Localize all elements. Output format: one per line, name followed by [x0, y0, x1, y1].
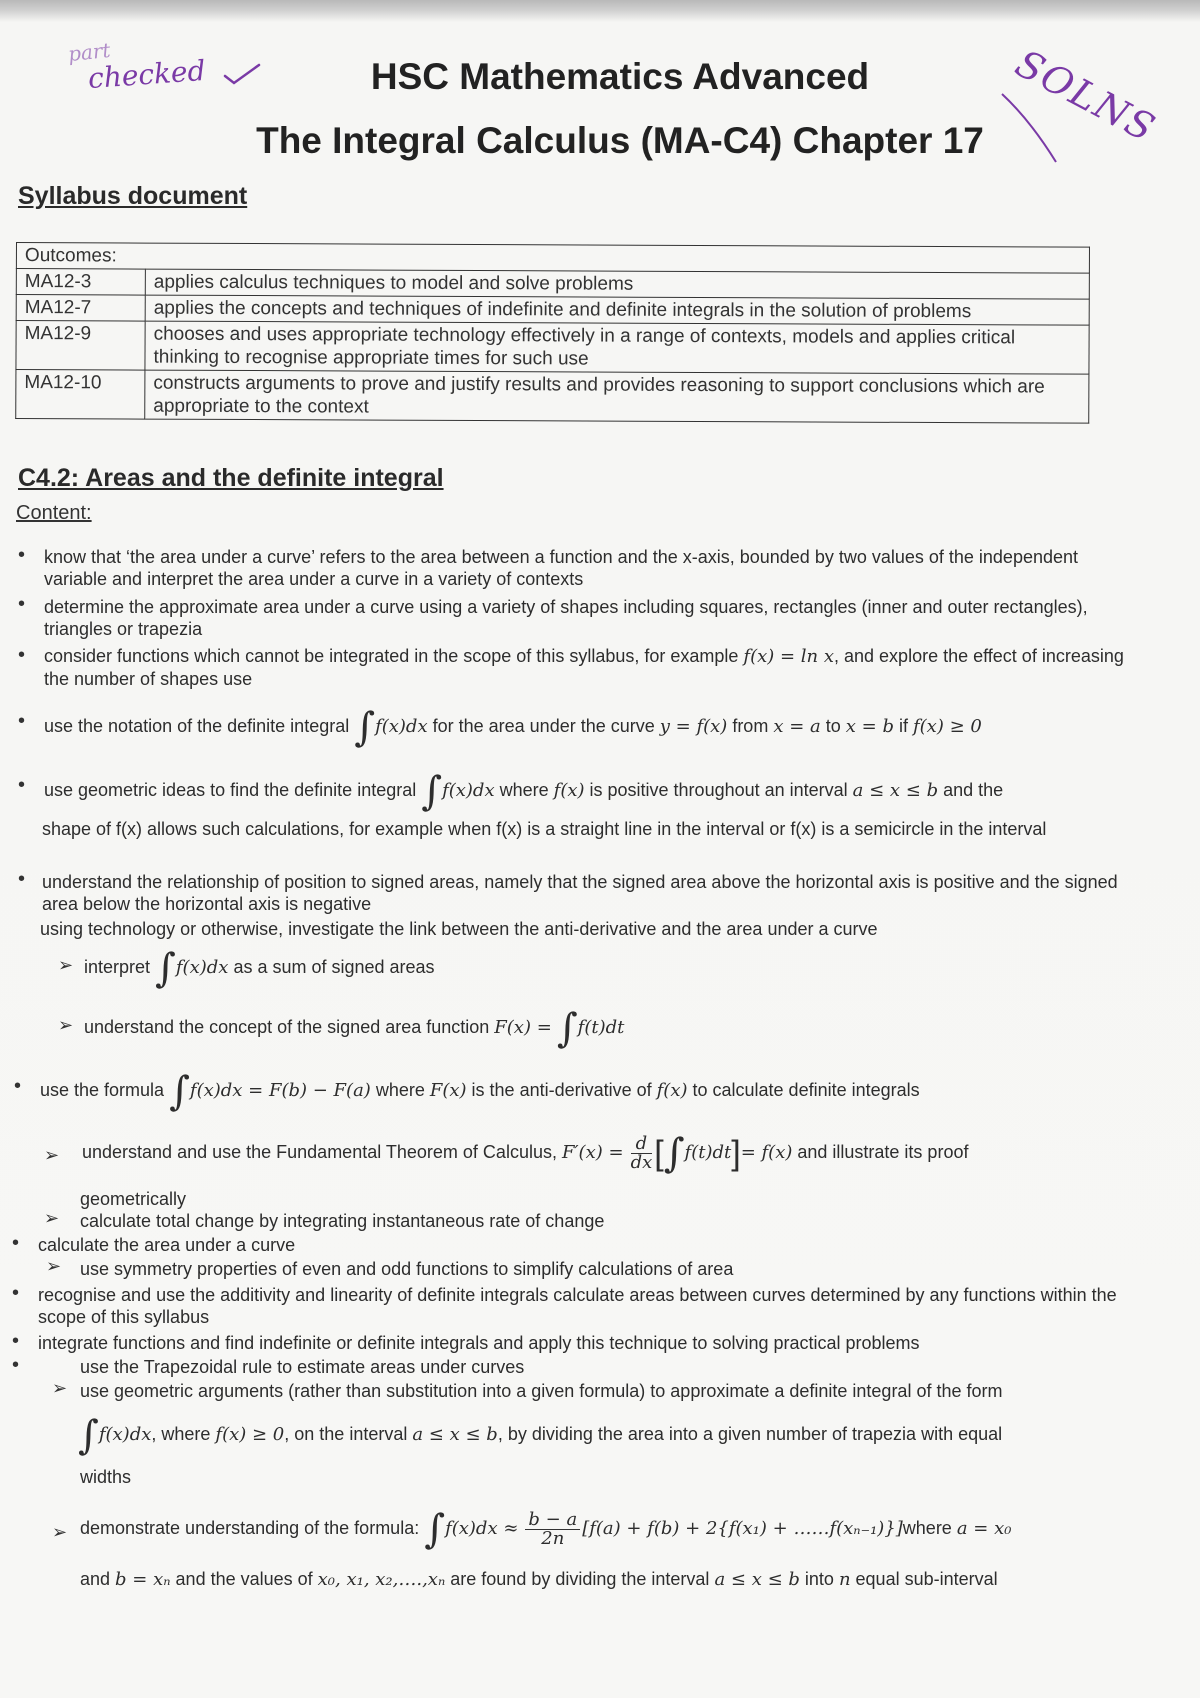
outcome-code: MA12-9: [16, 321, 145, 371]
text-run: demonstrate understanding of the formula:: [80, 1518, 425, 1538]
text-run: to: [820, 716, 846, 736]
text-run: and: [80, 1569, 116, 1589]
text-run: for the area under the curve: [427, 716, 660, 736]
bullet-icon: •: [12, 1330, 20, 1352]
outcome-row: [16, 321, 1089, 375]
outcomes-heading: Outcomes:: [16, 243, 1089, 274]
bullet-icon: •: [18, 774, 26, 796]
sub-item-trapezoidal-formula-cont: [80, 1568, 1190, 1591]
fraction-denominator: dx: [630, 1151, 653, 1173]
content-item-signed-areas: understand the relationship of position to signed areas, namely that the signed area above the horizontal axis is positive and the signed area below the horizontal axis is negative: [42, 872, 1118, 914]
bullet-icon: •: [18, 644, 26, 666]
outcome-text: applies calculus techniques to model and solve problems: [145, 269, 1089, 299]
syllabus-heading: Syllabus document: [18, 182, 248, 210]
section-heading: C4.2: Areas and the definite integral: [18, 464, 444, 492]
math-expr: f(x)dx ≈: [445, 1518, 519, 1539]
outcome-code: MA12-10: [16, 370, 145, 420]
text-run: , where: [151, 1424, 216, 1444]
text-run: consider functions which cannot be integrated in the scope of this syllabus, for example: [44, 646, 744, 666]
integral-sign-icon: ∫: [169, 1068, 190, 1115]
document-subtitle: The Integral Calculus (MA-C4) Chapter 17: [256, 120, 984, 161]
outcomes-table: [15, 242, 1090, 424]
text-run: use geometric ideas to find the definite integral: [44, 780, 422, 800]
math-expr: F(x) =: [494, 1017, 552, 1038]
fraction-denominator: 2n: [541, 1527, 565, 1549]
text-run: from: [727, 716, 774, 736]
text-run: is positive throughout an interval: [584, 780, 853, 800]
fraction-d-dx: [630, 1132, 653, 1173]
sub-item-geometric-arguments: use geometric arguments (rather than substitution into a given formula) to approximate a definite integral of the form: [80, 1381, 1003, 1401]
content-item-integrate-functions: integrate functions and find indefinite or definite integrals and apply this technique to solving practical problems: [38, 1333, 920, 1353]
math-expr: x = a: [773, 716, 821, 737]
outcome-text: chooses and uses appropriate technology effectively in a range of contexts, models and applies critical thinking to recognise appropriate times for such use: [145, 321, 1089, 374]
outcome-code: MA12-3: [16, 269, 145, 296]
math-expr: f(x)dx = F(b) − F(a): [189, 1080, 371, 1101]
text-run: interpret: [84, 957, 156, 977]
math-expr: x₀, x₁, x₂,….,xₙ: [317, 1569, 446, 1590]
outcome-text: applies the concepts and techniques of indefinite and definite integrals in the solution of problems: [145, 295, 1089, 325]
sub-item-fundamental-theorem: [82, 1130, 1182, 1175]
bracket-open-icon: [: [654, 1134, 664, 1173]
text-run: and illustrate its proof: [792, 1142, 969, 1162]
math-expr: a ≤ x ≤ b: [852, 780, 939, 801]
text-run: and the: [938, 780, 1004, 800]
bracket-close-icon: ]: [731, 1134, 741, 1173]
math-expr: f(x) ≥ 0: [912, 716, 982, 737]
math-expr: f(x): [553, 780, 585, 801]
content-item-approximate-area: determine the approximate area under a curve using a variety of shapes including squares, rectangles (inner and outer rectangles), triangles or trapezia: [44, 597, 1088, 639]
text-run: as a sum of signed areas: [228, 957, 435, 977]
math-expr: = f(x): [740, 1142, 793, 1163]
text-run: , by dividing the area into a given number of trapezia with equal: [497, 1424, 1003, 1444]
arrow-bullet-icon: ➢: [52, 1522, 68, 1542]
bullet-icon: •: [18, 544, 26, 566]
sub-item-trapezoidal-formula: [80, 1506, 1190, 1551]
bullet-icon: •: [12, 1282, 20, 1304]
integral-sign-icon: ∫: [78, 1412, 99, 1459]
text-run: into: [799, 1569, 839, 1589]
document-title: HSC Mathematics Advanced: [370, 56, 870, 97]
sub-item-fundamental-theorem-cont: geometrically: [80, 1189, 187, 1209]
text-run: is the anti-derivative of: [466, 1080, 657, 1100]
math-expr: F(x): [429, 1080, 467, 1101]
text-run: , on the interval: [284, 1424, 413, 1444]
content-item-area-under-curve: know that ‘the area under a curve’ refers to the area between a function and the x-axis, bounded by two values of the independent variable and interpret the area under a curve in a variety of contexts: [44, 547, 1079, 589]
math-expr: [f(a) + f(b) + 2{f(x₁) + ……f(xₙ₋₁)}]: [582, 1518, 903, 1539]
content-item-calculate-area: calculate the area under a curve: [38, 1235, 296, 1255]
sub-item-geometric-arguments-cont: [78, 1412, 1178, 1457]
integral-sign-icon: ∫: [155, 945, 176, 992]
math-expr: y = f(x): [659, 716, 728, 737]
content-item-additivity: recognise and use the additivity and linearity of definite integrals calculate areas between curves determined by any functions within the scope of this syllabus: [38, 1285, 1117, 1327]
bullet-icon: •: [14, 1075, 22, 1097]
content-label: Content:: [16, 502, 92, 524]
fraction-numerator: b − a: [525, 1511, 580, 1530]
sub-item-signed-area-function: [84, 1005, 1084, 1052]
sub-item-sum-signed-areas: [84, 945, 1084, 992]
sub-item-geometric-arguments-widths: widths: [80, 1467, 132, 1487]
math-expr: x = b: [845, 716, 894, 737]
content-item-non-integrable: [44, 645, 1144, 690]
math-expr: F′(x) =: [561, 1142, 624, 1163]
integral-sign-icon: ∫: [421, 768, 443, 815]
content-item-definite-integral-notation: [44, 704, 1154, 751]
bullet-icon: •: [18, 593, 26, 615]
content-item-formula: [40, 1068, 1140, 1115]
math-integrand: f(t)dt: [684, 1142, 732, 1163]
handwritten-part-note: part: [66, 37, 112, 67]
math-expr: n: [838, 1569, 851, 1590]
bullet-icon: •: [12, 1354, 20, 1376]
sub-item-symmetry: use symmetry properties of even and odd functions to simplify calculations of area: [80, 1259, 734, 1279]
integral-sign-icon: ∫: [556, 1005, 578, 1052]
math-expr: a ≤ x ≤ b: [412, 1424, 498, 1445]
math-expr: f(x): [656, 1080, 688, 1101]
integral-sign-icon: ∫: [354, 704, 376, 751]
arrow-bullet-icon: ➢: [58, 955, 74, 975]
arrow-bullet-icon: ➢: [58, 1015, 74, 1035]
text-run: if: [893, 716, 913, 736]
text-run: where: [494, 780, 554, 800]
math-integrand: f(t)dt: [577, 1017, 625, 1038]
fraction-b-minus-a-over-2n: [525, 1508, 580, 1549]
outcome-text: constructs arguments to prove and justify results and provides reasoning to support conclusions which are appropriate to the context: [145, 370, 1089, 423]
outcome-code: MA12-7: [16, 295, 145, 322]
text-run: use the notation of the definite integral: [44, 716, 355, 736]
bullet-icon: •: [12, 1232, 20, 1254]
math-expr: a ≤ x ≤ b: [714, 1569, 800, 1590]
text-run: use the formula: [40, 1080, 170, 1100]
bullet-icon: •: [18, 710, 26, 732]
math-integrand: f(x)dx: [175, 957, 229, 978]
integral-sign-icon: ∫: [663, 1130, 685, 1177]
content-item-technology-link: using technology or otherwise, investigate the link between the anti-derivative and the area under a curve: [40, 919, 878, 939]
math-expr: a = x₀: [956, 1518, 1012, 1539]
math-expr: f(x) ≥ 0: [215, 1424, 285, 1445]
text-run: and the values of: [170, 1569, 318, 1589]
math-ln: f(x) = ln x: [743, 646, 835, 667]
text-run: equal sub-interval: [850, 1569, 998, 1589]
bullet-icon: •: [18, 868, 26, 890]
text-run: to calculate definite integrals: [687, 1080, 920, 1100]
arrow-bullet-icon: ➢: [52, 1378, 68, 1398]
math-integrand: f(x)dx: [442, 780, 495, 801]
text-run: where: [902, 1518, 957, 1538]
math-integrand: f(x)dx: [98, 1424, 152, 1445]
text-run: where: [370, 1080, 430, 1100]
handwritten-solns-note: SOLNS: [1008, 40, 1164, 152]
arrow-bullet-icon: ➢: [44, 1145, 60, 1165]
content-item-geometric-ideas-cont: shape of f(x) allows such calculations, for example when f(x) is a straight line in the interval or f(x) is a semicircle in the interval: [42, 819, 1047, 839]
arrow-bullet-icon: ➢: [46, 1256, 62, 1276]
outcome-row: [16, 370, 1089, 424]
text-run: are found by dividing the interval: [445, 1569, 715, 1589]
integral-sign-icon: ∫: [424, 1506, 446, 1553]
math-expr: b = xₙ: [115, 1569, 171, 1590]
arrow-bullet-icon: ➢: [44, 1208, 60, 1228]
text-run: , and explore the effect of increasing the number of shapes use: [44, 646, 1124, 689]
math-integrand: f(x)dx: [375, 716, 428, 737]
content-item-geometric-ideas: [44, 768, 1154, 815]
handwritten-checked-note: checked: [86, 53, 207, 96]
text-run: understand the concept of the signed area function: [84, 1017, 495, 1037]
sub-item-total-change: calculate total change by integrating instantaneous rate of change: [80, 1211, 605, 1231]
fraction-numerator: d: [631, 1135, 653, 1154]
content-item-trapezoidal-rule: use the Trapezoidal rule to estimate areas under curves: [80, 1357, 525, 1377]
text-run: understand and use the Fundamental Theorem of Calculus,: [82, 1142, 562, 1162]
